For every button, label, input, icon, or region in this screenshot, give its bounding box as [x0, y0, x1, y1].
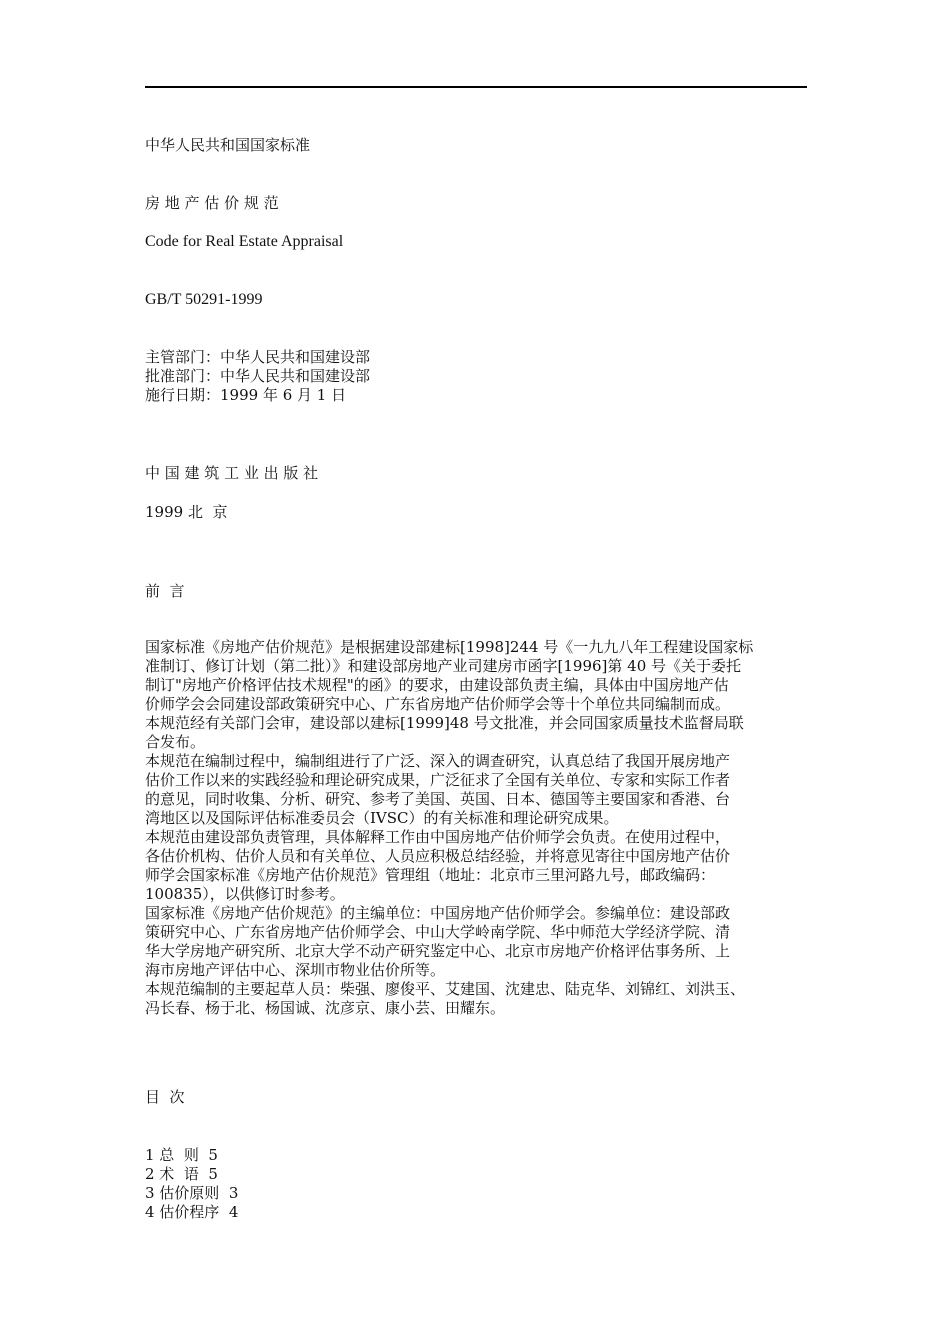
preface-line: 冯长春、杨于北、杨国诚、沈彦京、康小芸、田耀东。: [145, 999, 506, 1017]
approver-line: 批准部门：中华人民共和国建设部: [145, 367, 371, 385]
toc-list: [145, 1146, 823, 1222]
preface-line: 湾地区以及国际评估标准委员会（IVSC）的有关标准和理论研究成果。: [145, 809, 619, 827]
title-chinese: 房 地 产 估 价 规 范: [145, 194, 279, 212]
preface-line: 制订"房地产价格评估技术规程"的函》的要求，由建设部负责主编，具体由中国房地产估: [145, 676, 729, 694]
toc-item: 2 术 语 5: [145, 1165, 218, 1183]
title-english: Code for Real Estate Appraisal: [145, 233, 344, 250]
preface-line: 100835），以供修订时参考。: [145, 885, 345, 903]
toc-item: 1 总 则 5: [145, 1146, 218, 1164]
preface-line: 本规范编制的主要起草人员：柴强、廖俊平、艾建国、沈建忠、陆克华、刘锦红、刘洪玉、: [145, 980, 746, 998]
preface-body: [145, 638, 823, 1018]
effective-date-line: 施行日期：1999 年 6 月 1 日: [145, 386, 347, 404]
preface-line: 海市房地产评估中心、深圳市物业估价所等。: [145, 961, 446, 979]
publisher-year-place: 1999 北 京: [145, 503, 228, 521]
preface-line: 合发布。: [145, 733, 206, 751]
standard-code: GB/T 50291-1999: [145, 291, 263, 308]
preface-line: 国家标准《房地产估价规范》是根据建设部建标[1998]244 号《一九九八年工程建设国家标: [145, 638, 754, 656]
department-line: 主管部门：中华人民共和国建设部: [145, 348, 371, 366]
preface-line: 估价工作以来的实践经验和理论研究成果，广泛征求了全国有关单位、专家和实际工作者: [145, 771, 731, 789]
preface-line: 准制订、修订计划（第二批）》和建设部房地产业司建房市函字[1996]第 40 号《关于委托: [145, 657, 742, 675]
preface-line: 本规范经有关部门会审，建设部以建标[1999]48 号文批准，并会同国家质量技术监督局联: [145, 714, 744, 732]
preface-line: 华大学房地产研究所、北京大学不动产研究鉴定中心、北京市房地产价格评估事务所、上: [145, 942, 731, 960]
preface-line: 国家标准《房地产估价规范》的主编单位：中国房地产估价师学会。参编单位：建设部政: [145, 904, 731, 922]
toc-heading: 目 次: [145, 1088, 185, 1106]
standard-category: 中华人民共和国国家标准: [145, 136, 311, 154]
preface-line: 本规范在编制过程中，编制组进行了广泛、深入的调查研究，认真总结了我国开展房地产: [145, 752, 731, 770]
preface-heading: 前 言: [145, 582, 185, 600]
preface-line: 策研究中心、广东省房地产估价师学会、中山大学岭南学院、华中师范大学经济学院、清: [145, 923, 731, 941]
preface-line: 本规范由建设部负责管理，具体解释工作由中国房地产估价师学会负责。在使用过程中，: [145, 828, 731, 846]
preface-line: 各估价机构、估价人员和有关单位、人员应积极总结经验，并将意见寄往中国房地产估价: [145, 847, 731, 865]
preface-line: 的意见，同时收集、分析、研究、参考了美国、英国、日本、德国等主要国家和香港、台: [145, 790, 731, 808]
toc-item: 3 估价原则 3: [145, 1184, 239, 1202]
toc-item: 4 估价程序 4: [145, 1203, 239, 1221]
preface-line: 师学会国家标准《房地产估价规范》管理组（地址：北京市三里河路九号，邮政编码：: [145, 866, 716, 884]
preface-line: 价师学会会同建设部政策研究中心、广东省房地产估价师学会等十个单位共同编制而成。: [145, 695, 731, 713]
publisher-name: 中 国 建 筑 工 业 出 版 社: [145, 464, 319, 482]
top-rule: [145, 86, 807, 88]
